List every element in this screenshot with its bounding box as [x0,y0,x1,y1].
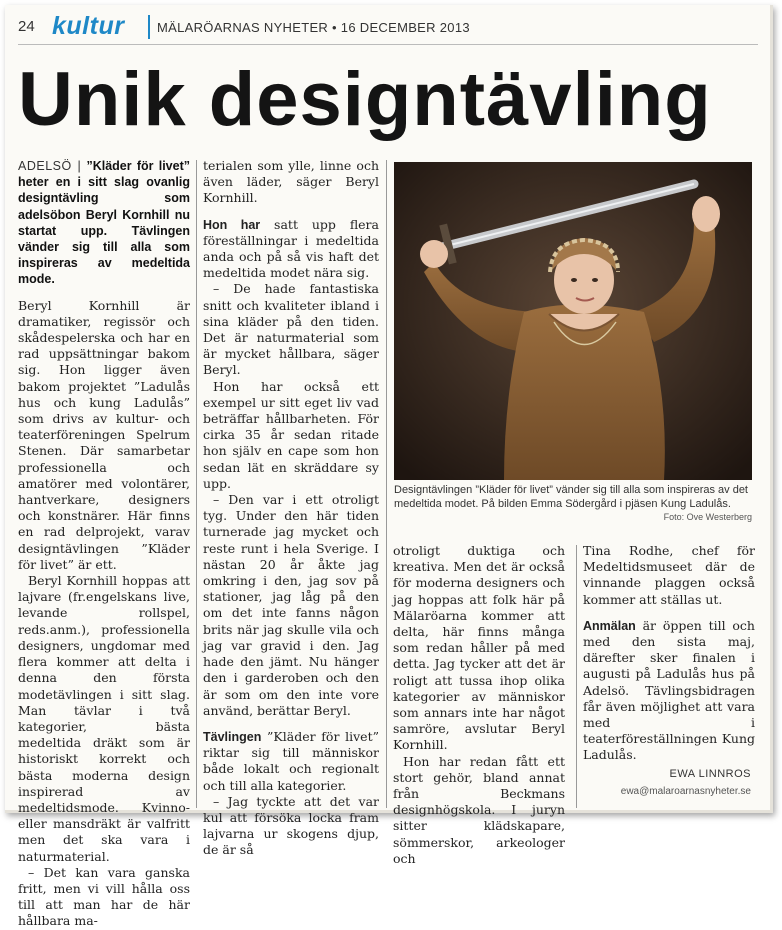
page-number: 24 [18,18,35,35]
article-photo [394,162,752,480]
photo-caption: Designtävlingen ”Kläder för livet” vänder sig till alla som inspireras av det medeltida modet. På bilden Emma Södergård i pjäsen Kung Ladulås. [394,484,748,510]
column-4 [583,543,755,764]
header-rule [18,44,758,45]
dateline: ADELSÖ | [18,159,82,173]
headline: Unik designtävling [18,57,712,142]
subhead: Tävlingen [203,729,262,744]
section-label: kultur [52,12,125,40]
photo-credit: Foto: Ove Westerberg [663,512,752,522]
header-divider [148,15,150,39]
lead-paragraph [18,158,190,288]
column-rule [386,160,387,808]
body-paragraph: – Det kan vara ganska fritt, men vi vill hålla oss till att man har de här hållbara ma- [18,864,190,929]
body-paragraph: Beryl Kornhill är dramatiker, regissör och skådespelerska och har en rad uppsättningar bakom sig. Hon ligger även bakom projektet ”Ladulås hus och kung Ladulås” som drivs av kultur- och teaterföreningen Spelrum Stenen. Där samarbetar professionella och amatörer med volontärer, hantverkare, designers och konstnärer. Här finns en rad delprojekt, varav designtävlingen ”Kläder för livet” är ett. [18,297,190,572]
body-paragraph: Hon har redan fått ett stort gehör, bland annat från Beckmans designhögskola. I juryn sitter klädskapare, sömmerskor, arkeologer och [393,753,565,866]
body-paragraph: otroligt duktiga och kreativa. Men det är också för moderna designers och jag hoppas att folk här på Mälaröarna kommer att delta, här finns många som redan håller på med detta. Jag tycker att det är roligt att tussa ihop olika kategorier av människor som annars inte har något samröre, avslutar Beryl Kornhill. [393,543,565,753]
column-rule [196,160,197,808]
body-paragraph: terialen som ylle, linne och även läder, säger Beryl Kornhill. [203,158,379,206]
body-paragraph: Hon har satt upp flera föreställningar i medeltida anda och på så vis haft det medeltida modet nära sig. [203,216,379,281]
body-paragraph: – Den var i ett otroligt tyg. Under den här tiden turnerade jag mycket och reste runt i hela Sverige. I nästan 20 år åkte jag omkring i den, jag sov på stationer, jag låg på den om det inte fanns någon brits när jag skulle vila och jag var gravid i den. Jag hade den jämt. Nu hänger den i garderoben och den är som om den inte vore använd, berättar Beryl. [203,492,379,718]
photo-caption-block [394,484,752,525]
body-paragraph: Tävlingen ”Kläder för livet” riktar sig till människor både lokalt och regionalt och till alla kategorier. [203,728,379,793]
body-paragraph: – Jag tyckte att det var kul att försöka locka fram lajvarna ur skogens djup, de är så [203,793,379,858]
byline-name: EWA LINNROS [669,768,751,780]
column-rule [576,545,577,808]
body-paragraph: Tina Rodhe, chef för Medeltidsmuseet där de vinnande plaggen också kommer att ställas ut. [583,543,755,607]
body-paragraph: Beryl Kornhill hoppas att lajvare (fr.engelskans live, levande rollspel, reds.anm.), professionella designers, ungdomar med flera kommer att delta i denna den första modetävlingen i sitt slag. Man tävlar i två kategorier, bästa medeltida dräkt som är historiskt korrekt och bästa moderna design inspirerad av medeltidsmode. Kvinno- eller mansdräkt är valfritt men det ska vara i naturmaterial. [18,573,190,864]
body-paragraph: – De hade fantastiska snitt och kvaliteter ibland i sina kläder på den tiden. Det är naturmaterial som är mycket hållbara, säger Beryl. [203,281,379,378]
column-2 [203,158,379,859]
byline-email: ewa@malaroarnasnyheter.se [620,786,751,797]
publication-info: MÄLARÖARNAS NYHETER • 16 DECEMBER 2013 [157,20,470,35]
column-1 [18,158,190,930]
page-header [18,12,758,40]
column-3 [393,543,565,867]
body-paragraph: Anmälan är öppen till och med den sista maj, därefter sker finalen i augusti på Ladulås hus på Adelsö. Tävlingsbidragen får även möjlighet att vara med i teaterföreställningen Kung Ladulås. [583,617,755,763]
subhead: Hon har [203,217,261,232]
lead-text: ”Kläder för livet” heter en i sitt slag ovanlig designtävling som adelsöbon Beryl Kornhill nu startat upp. Tävlingen vänder sig till alla som inspireras av medeltida mode. [18,159,191,287]
body-paragraph: Hon har också ett exempel ur sitt eget liv vad beträffar hållbarheten. För cirka 35 år sedan ritade hon själv en cape som hon sedan lät en skräddare sy upp. [203,378,379,491]
subhead: Anmälan [583,618,636,633]
performer-illustration [394,162,752,480]
